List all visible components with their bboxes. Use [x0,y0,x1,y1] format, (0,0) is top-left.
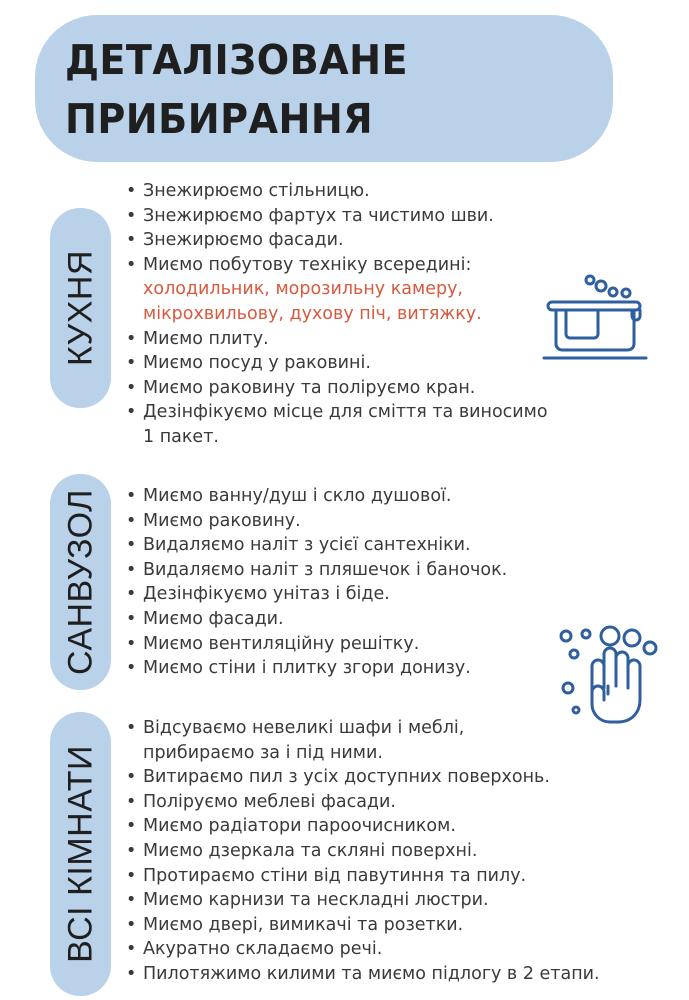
list-item: • Знежирюємо фасади. [126,228,548,253]
rooms-task-list [126,716,600,987]
sink-washing-icon [540,272,650,364]
list-item: • Миємо карнизи та нескладні люстри. [126,888,600,913]
section-label-kitchen: КУХНЯ [61,249,99,367]
list-item: • Дезінфікуємо унітаз і біде. [126,582,507,607]
list-item: • Миємо раковину. [126,509,507,534]
list-item-continuation: прибираємо за і під ними. [143,742,383,763]
list-item: • Поліруємо меблеві фасади. [126,790,600,815]
list-item: • Витираємо пил з усіх доступних поверхонь. [126,765,600,790]
list-item: • Дезінфікуємо місце для сміття та виносимо [126,400,548,425]
list-item: • Миємо плиту. [126,327,548,352]
list-item: • Миємо фасади. [126,607,507,632]
list-item: • Миємо радіатори пароочисником. [126,814,600,839]
section-tab-bathroom [50,474,111,690]
list-item: • Акуратно складаємо речі. [126,937,600,962]
list-item: • Миємо вентиляційну решітку. [126,632,507,657]
list-item: • Миємо посуд у раковині. [126,351,548,376]
list-item: • Видаляємо наліт з пляшечок і баночок. [126,558,507,583]
list-item: • Видаляємо наліт з усієї сантехніки. [126,533,507,558]
appliance-list-line-1: холодильник, морозильну камеру, [143,279,463,300]
list-item: • Миємо дзеркала та скляні поверхні. [126,839,600,864]
list-item: • Миємо ванну/душ і скло душової. [126,484,507,509]
section-label-rooms: ВСІ КІМНАТИ [61,745,99,963]
list-item: • Пилотяжимо килими та миємо підлогу в 2 етапи. [126,962,600,987]
list-item: • Протираємо стіни від павутиння та пилу. [126,864,600,889]
list-item: • Миємо раковину та поліруємо кран. [126,376,548,401]
list-item: • Миємо стіни і плитку згори донизу. [126,656,507,681]
appliance-list-line-2: мікрохвильову, духову піч, витяжку. [143,303,482,324]
list-item: • Відсуваємо невеликі шафи і меблі, [126,716,600,741]
kitchen-task-list [126,179,548,450]
section-tab-rooms [50,712,111,996]
section-label-bathroom: САНВУЗОЛ [61,489,99,675]
list-item: • Знежирюємо фартух та чистимо шви. [126,204,548,229]
page-title-line-2: ПРИБИРАННЯ [65,95,374,143]
list-item-continuation: 1 пакет. [143,426,219,447]
list-item: • Миємо двері, вимикачі та розетки. [126,913,600,938]
bathroom-task-list [126,484,507,681]
page-title-line-1: ДЕТАЛІЗОВАНЕ [65,36,409,84]
list-item: • Знежирюємо стільницю. [126,179,548,204]
section-tab-kitchen [50,208,111,408]
list-item: • Миємо побутову техніку всередині: [126,253,548,278]
